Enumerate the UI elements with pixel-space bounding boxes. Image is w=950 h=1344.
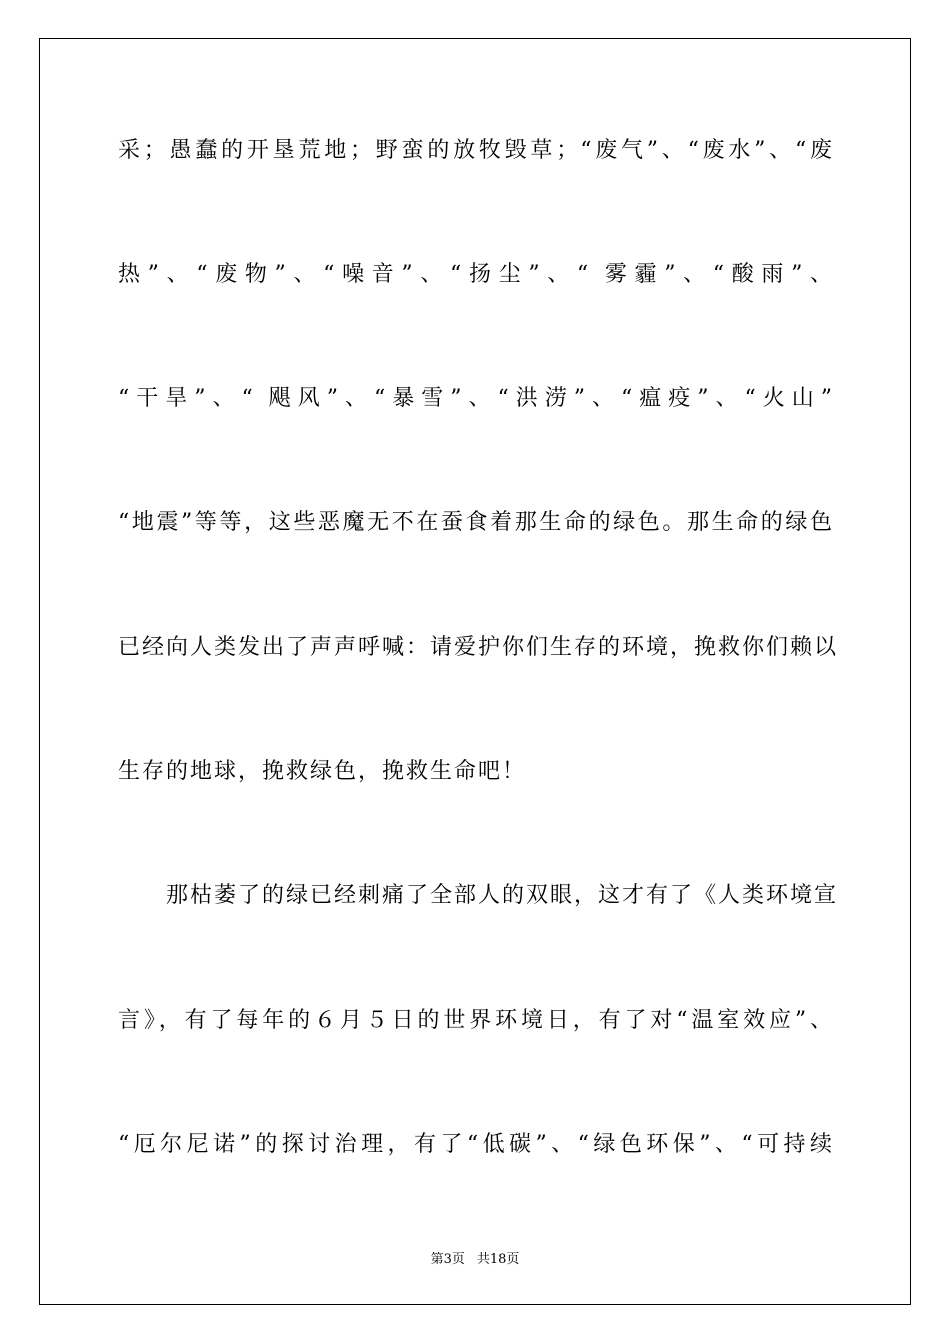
text-line: “干旱”、“ 飓风”、“暴雪”、“洪涝”、“瘟疫”、“火山”	[118, 386, 834, 411]
page-total: 共18页	[476, 1252, 520, 1267]
text-line: 热”、“废物”、“噪音”、“扬尘”、“ 雾霾”、“酸雨”、	[118, 262, 834, 287]
text-line: 那枯萎了的绿已经刺痛了全部人的双眼，这才有了《人类环境宣	[118, 883, 839, 908]
text-line: 言》，有了每年的６月５日的世界环境日，有了对“温室效应”、	[118, 1008, 834, 1033]
text-line: 采；愚蠢的开垦荒地；野蛮的放牧毁草；“废气”、“废水”、“废	[118, 138, 834, 163]
text-line: “地震”等等，这些恶魔无不在蚕食着那生命的绿色。那生命的绿色	[118, 510, 834, 535]
text-line: 已经向人类发出了声声呼喊：请爱护你们生存的环境，挽救你们赖以	[118, 635, 839, 660]
text-line: “厄尔尼诺”的探讨治理，有了“低碳”、“绿色环保”、“可持续	[118, 1132, 834, 1157]
page-border	[39, 38, 911, 1305]
text-line: 生存的地球，挽救绿色，挽救生命吧！	[118, 759, 527, 784]
page-footer	[0, 1248, 950, 1267]
page-number: 第3页	[430, 1252, 465, 1267]
